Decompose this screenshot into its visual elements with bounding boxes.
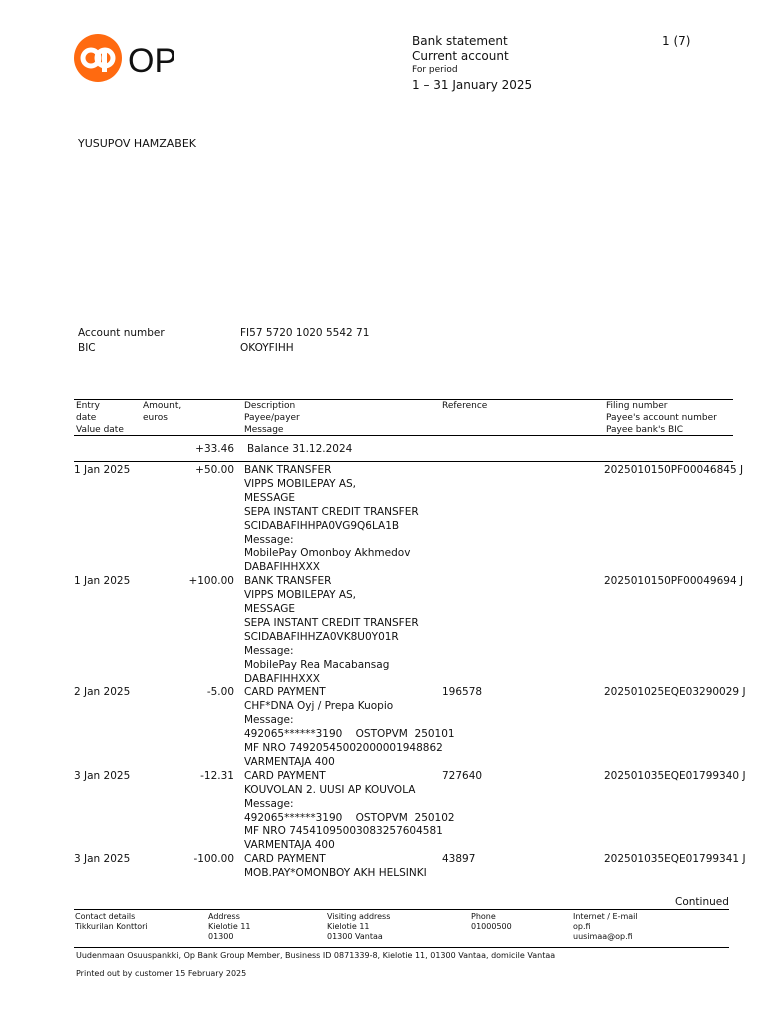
description-line: MobilePay Omonboy Akhmedov bbox=[244, 547, 411, 560]
description-line: VARMENTAJA 400 bbox=[244, 839, 335, 852]
entry-date: 2 Jan 2025 bbox=[74, 686, 131, 699]
description-line: MF NRO 74920545002000001948862 bbox=[244, 742, 443, 754]
account-number-label: Account number bbox=[78, 327, 165, 339]
col-description: Description Payee/payer Message bbox=[244, 401, 300, 435]
description-line: MobilePay Rea Macabansag bbox=[244, 658, 390, 671]
customer-name: YUSUPOV HAMZABEK bbox=[78, 137, 196, 150]
col-reference: Reference bbox=[442, 401, 488, 411]
footer-top-rule bbox=[74, 909, 729, 910]
description-line: CARD PAYMENT bbox=[244, 769, 326, 782]
filing-number: 202501035EQE01799341 J bbox=[604, 853, 746, 866]
website-link[interactable]: op.fi bbox=[573, 922, 591, 931]
reference: 727640 bbox=[442, 769, 483, 782]
description-line: VIPPS MOBILEPAY AS, bbox=[244, 477, 357, 490]
reference: 196578 bbox=[442, 686, 483, 699]
entry-date: 1 Jan 2025 bbox=[74, 464, 131, 476]
op-logo-icon bbox=[74, 34, 174, 84]
description-line: CARD PAYMENT bbox=[244, 853, 326, 866]
footer-address: Address Kielotie 11 01300 bbox=[208, 912, 251, 941]
description-line: VIPPS MOBILEPAY AS, bbox=[244, 589, 357, 602]
statement-header bbox=[412, 34, 532, 93]
col-filing: Filing number Payee's account number Payee bank's BIC bbox=[606, 401, 717, 435]
description-line: KOUVOLAN 2. UUSI AP KOUVOLA bbox=[244, 783, 416, 796]
description-line: SEPA INSTANT CREDIT TRANSFER bbox=[244, 505, 419, 518]
continued-label: Continued bbox=[675, 896, 729, 908]
footer-bottom-rule bbox=[74, 947, 729, 948]
filing-number: 2025010150PF00049694 J bbox=[604, 575, 744, 588]
entry-date: 3 Jan 2025 bbox=[74, 853, 131, 866]
bank-info: Uudenmaan Osuuspankki, Op Bank Group Member, Business ID 0871339-8, Kielotie 11, 01300 Vantaa, domicile Vantaa bbox=[76, 951, 556, 960]
description-line: CHF*DNA Oyj / Prepa Kuopio bbox=[244, 700, 394, 713]
description-line: SEPA INSTANT CREDIT TRANSFER bbox=[244, 616, 419, 629]
bic: OKOYFIHH bbox=[240, 342, 294, 354]
period-label: For period bbox=[412, 65, 458, 75]
footer-visiting: Visiting address Kielotie 11 01300 Vantaa bbox=[327, 912, 391, 941]
amount: +100.00 bbox=[188, 575, 234, 588]
reference: 43897 bbox=[442, 853, 476, 866]
filing-number: 202501025EQE03290029 J bbox=[604, 686, 746, 699]
balance-label: Balance 31.12.2024 bbox=[247, 443, 353, 455]
description-line: MESSAGE bbox=[244, 491, 295, 504]
amount: -100.00 bbox=[193, 853, 234, 866]
printed-date: Printed out by customer 15 February 2025 bbox=[76, 969, 247, 978]
balance-rule bbox=[74, 461, 733, 462]
footer-internet: Internet / E-mail op.fi uusimaa@op.fi bbox=[573, 912, 638, 941]
description-line: MF NRO 74541095003083257604581 bbox=[244, 825, 443, 838]
balance-amount: +33.46 bbox=[195, 443, 234, 455]
description-line: BANK TRANSFER bbox=[244, 575, 332, 588]
entry-date: 1 Jan 2025 bbox=[74, 575, 131, 588]
filing-number: 2025010150PF00046845 J bbox=[604, 464, 744, 476]
doc-title: Bank statement bbox=[412, 34, 508, 48]
page-number: 1 (7) bbox=[662, 34, 691, 48]
description-line: 492065******3190 OSTOPVM 250101 bbox=[244, 728, 455, 741]
amount: -5.00 bbox=[206, 686, 234, 699]
col-amount: Amount, euros bbox=[143, 401, 182, 423]
description-line: DABAFIHHXXX bbox=[244, 672, 320, 685]
description-line: Message: bbox=[244, 714, 294, 727]
account-number: FI57 5720 1020 5542 71 bbox=[240, 327, 370, 339]
entry-date: 3 Jan 2025 bbox=[74, 769, 131, 782]
description-line: Message: bbox=[244, 644, 294, 657]
logo-text: OP bbox=[128, 42, 174, 80]
bic-label: BIC bbox=[78, 342, 96, 354]
description-line: MESSAGE bbox=[244, 603, 295, 615]
footer-contact: Contact details Tikkurilan Konttori bbox=[75, 912, 148, 931]
amount: -12.31 bbox=[200, 769, 234, 782]
description-line: SCIDABAFIHHZA0VK8U0Y01R bbox=[244, 630, 399, 643]
description-line: Message: bbox=[244, 797, 294, 810]
description-line: DABAFIHHXXX bbox=[244, 561, 320, 574]
description-line: VARMENTAJA 400 bbox=[244, 755, 335, 768]
description-line: BANK TRANSFER bbox=[244, 464, 332, 476]
amount: +50.00 bbox=[195, 464, 234, 476]
period: 1 – 31 January 2025 bbox=[412, 78, 533, 92]
description-line: MOB.PAY*OMONBOY AKH HELSINKI bbox=[244, 867, 427, 880]
header-bottom-rule bbox=[74, 435, 733, 436]
footer-phone: Phone 01000500 bbox=[471, 912, 512, 931]
col-entry: Entry date Value date bbox=[76, 401, 124, 435]
email-link[interactable]: uusimaa@op.fi bbox=[573, 932, 633, 941]
account-type: Current account bbox=[412, 49, 509, 63]
filing-number: 202501035EQE01799340 J bbox=[604, 769, 746, 782]
description-line: 492065******3190 OSTOPVM 250102 bbox=[244, 811, 455, 824]
op-logo bbox=[74, 34, 174, 84]
description-line: SCIDABAFIHHPA0VG9Q6LA1B bbox=[244, 519, 400, 532]
description-line: CARD PAYMENT bbox=[244, 686, 326, 699]
description-line: Message: bbox=[244, 533, 294, 546]
